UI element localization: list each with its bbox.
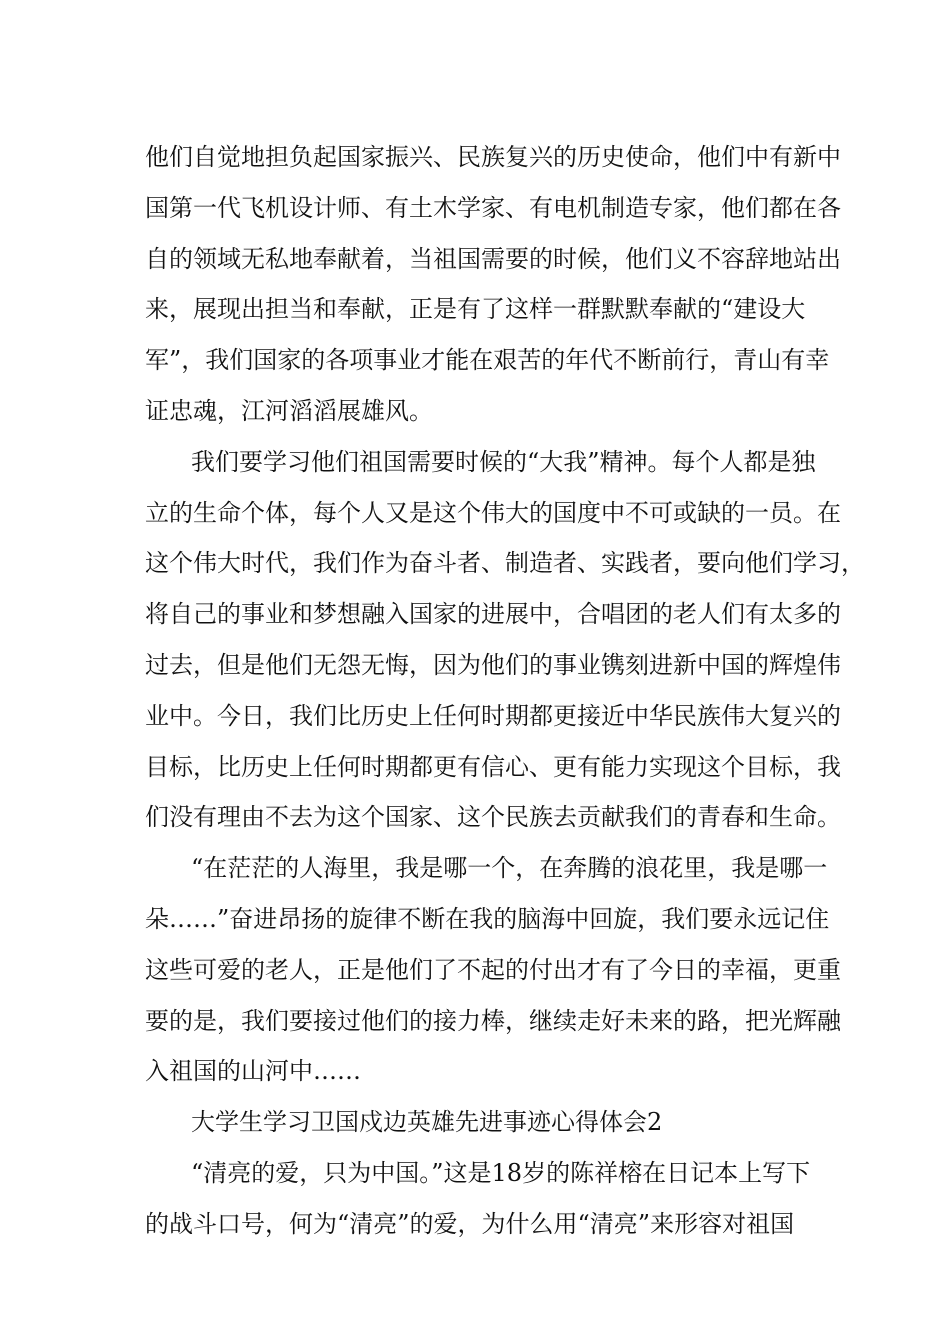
document-body — [145, 132, 865, 1250]
text-line-18: 要的是，我们要接过他们的接力棒，继续走好未来的路，把光辉融 — [145, 1006, 841, 1035]
text-line-14: 们没有理由不去为这个国家、这个民族去贡献我们的青春和生命。 — [145, 803, 841, 832]
text-line-22: 的战斗口号，何为“清亮”的爱，为什么用“清亮”来形容对祖国 — [145, 1209, 795, 1238]
section-heading: 大学生学习卫国戍边英雄先进事迹心得体会2 — [191, 1108, 663, 1137]
text-line-19: 入祖国的山河中…… — [145, 1057, 361, 1086]
text-line-10: 将自己的事业和梦想融入国家的进展中，合唱团的老人们有太多的 — [145, 600, 841, 629]
text-line-15: “在茫茫的人海里，我是哪一个，在奔腾的浪花里，我是哪一 — [191, 854, 828, 883]
text-line-3: 自的领域无私地奉献着，当祖国需要的时候，他们义不容辞地站出 — [145, 244, 841, 273]
text-line-5: 军”，我们国家的各项事业才能在艰苦的年代不断前行，青山有幸 — [145, 346, 830, 375]
text-line-6: 证忠魂，江河滔滔展雄风。 — [145, 396, 433, 425]
text-line-11: 过去，但是他们无怨无悔，因为他们的事业镌刻进新中国的辉煌伟 — [145, 650, 841, 679]
text-line-17: 这些可爱的老人，正是他们了不起的付出才有了今日的幸福，更重 — [145, 955, 841, 984]
text-line-9: 这个伟大时代，我们作为奋斗者、制造者、实践者，要向他们学习， — [145, 549, 865, 578]
text-line-8: 立的生命个体，每个人又是这个伟大的国度中不可或缺的一员。在 — [145, 498, 841, 527]
text-line-1: 他们自觉地担负起国家振兴、民族复兴的历史使命，他们中有新中 — [145, 143, 841, 171]
text-line-4: 来，展现出担当和奉献，正是有了这样一群默默奉献的“建设大 — [145, 295, 806, 324]
text-line-7: 我们要学习他们祖国需要时候的“大我”精神。每个人都是独 — [191, 447, 816, 476]
text-line-21: “清亮的爱，只为中国。”这是18岁的陈祥榕在日记本上写下 — [191, 1158, 811, 1187]
text-line-16: 朵……”奋进昂扬的旋律不断在我的脑海中回旋，我们要永远记住 — [145, 904, 830, 933]
text-line-13: 目标，比历史上任何时期都更有信心、更有能力实现这个目标，我 — [145, 752, 841, 781]
text-line-12: 业中。今日，我们比历史上任何时期都更接近中华民族伟大复兴的 — [145, 701, 841, 730]
text-line-2: 国第一代飞机设计师、有土木学家、有电机制造专家，他们都在各 — [145, 193, 841, 222]
